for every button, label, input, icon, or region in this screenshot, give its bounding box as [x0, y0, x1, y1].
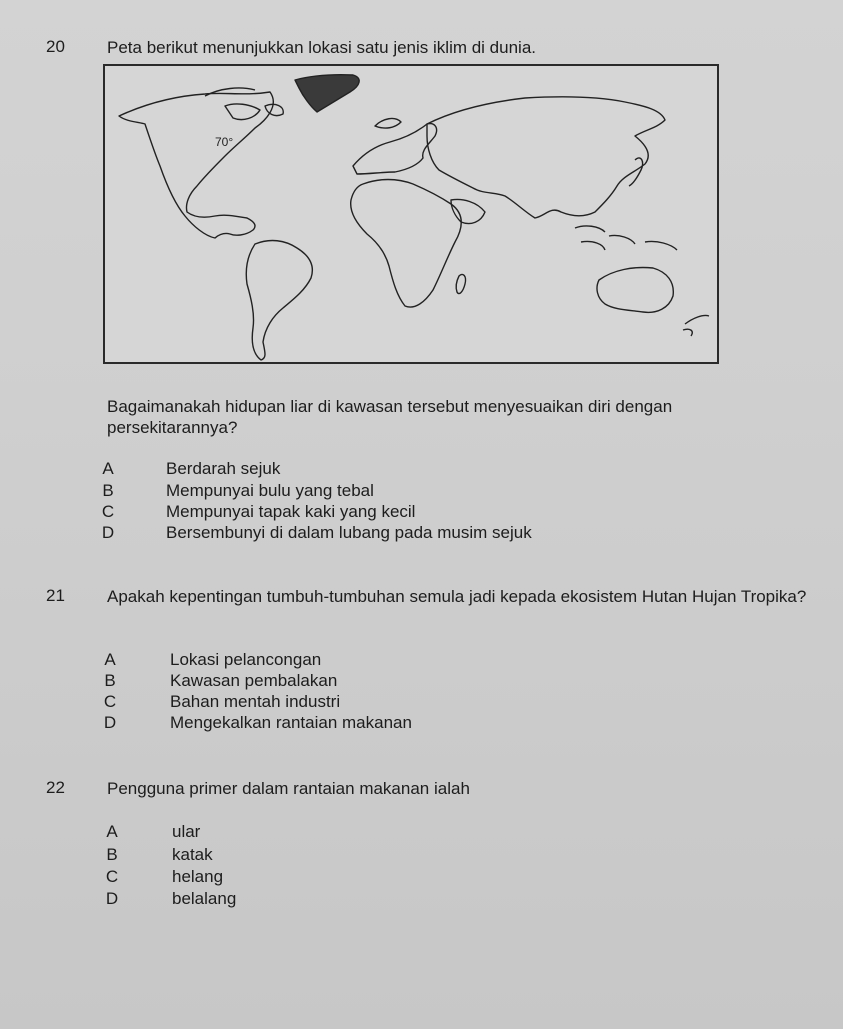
option-text: Bersembunyi di dalam lubang pada musim sejuk: [166, 523, 532, 542]
option-letter: C: [105, 867, 119, 886]
option-text: Mempunyai bulu yang tebal: [166, 481, 374, 500]
map-latitude-label: 70°: [215, 135, 234, 149]
question-21-number: 21: [46, 586, 65, 605]
option-letter: C: [101, 502, 115, 521]
option-text: Mempunyai tapak kaki yang kecil: [166, 502, 416, 521]
new-zealand-outline: [683, 315, 709, 336]
option-letter: A: [104, 650, 116, 669]
europe-outline: [353, 119, 437, 174]
question-20-number: 20: [46, 37, 65, 56]
option-letter: D: [103, 713, 117, 732]
option-letter: B: [104, 671, 116, 690]
question-20-text: Bagaimanakah hidupan liar di kawasan tersebut menyesuaikan diri dengan persekitarannya?: [107, 397, 673, 437]
question-21-text: Apakah kepentingan tumbuh-tumbuhan semula jadi kepada ekosistem Hutan Hujan Tropika?: [107, 587, 807, 606]
option-text: belalang: [172, 889, 237, 908]
option-text: ular: [172, 822, 201, 841]
africa-outline: [351, 180, 462, 308]
option-text: Bahan mentah industri: [170, 692, 341, 711]
question-20-prompt: Peta berikut menunjukkan lokasi satu jenis iklim di dunia.: [107, 38, 537, 57]
option-letter: C: [103, 692, 117, 711]
madagascar-outline: [456, 274, 465, 293]
north-america-outline: [119, 92, 273, 238]
southeast-asia-islands-outline: [575, 226, 677, 250]
option-letter: D: [105, 889, 119, 908]
option-text: Lokasi pelancongan: [170, 650, 322, 669]
option-text: katak: [172, 845, 213, 864]
question-22-text: Pengguna primer dalam rantaian makanan ialah: [107, 779, 470, 798]
option-letter: A: [106, 822, 118, 841]
option-text: Kawasan pembalakan: [170, 671, 338, 690]
arctic-islands-outline: [205, 88, 283, 120]
greenland-outline: [295, 75, 359, 112]
south-america-outline: [246, 241, 312, 360]
option-text: Berdarah sejuk: [166, 459, 281, 478]
option-letter: A: [102, 459, 114, 478]
world-map: [103, 64, 719, 364]
australia-outline: [597, 268, 673, 313]
arabia-outline: [451, 200, 485, 224]
option-letter: B: [102, 481, 114, 500]
question-22-number: 22: [46, 778, 65, 797]
option-letter: B: [106, 845, 118, 864]
world-map-drawing: [105, 66, 717, 362]
option-text: Mengekalkan rantaian makanan: [170, 713, 412, 732]
option-text: helang: [172, 867, 224, 886]
option-letter: D: [101, 523, 115, 542]
japan-outline: [629, 158, 643, 186]
